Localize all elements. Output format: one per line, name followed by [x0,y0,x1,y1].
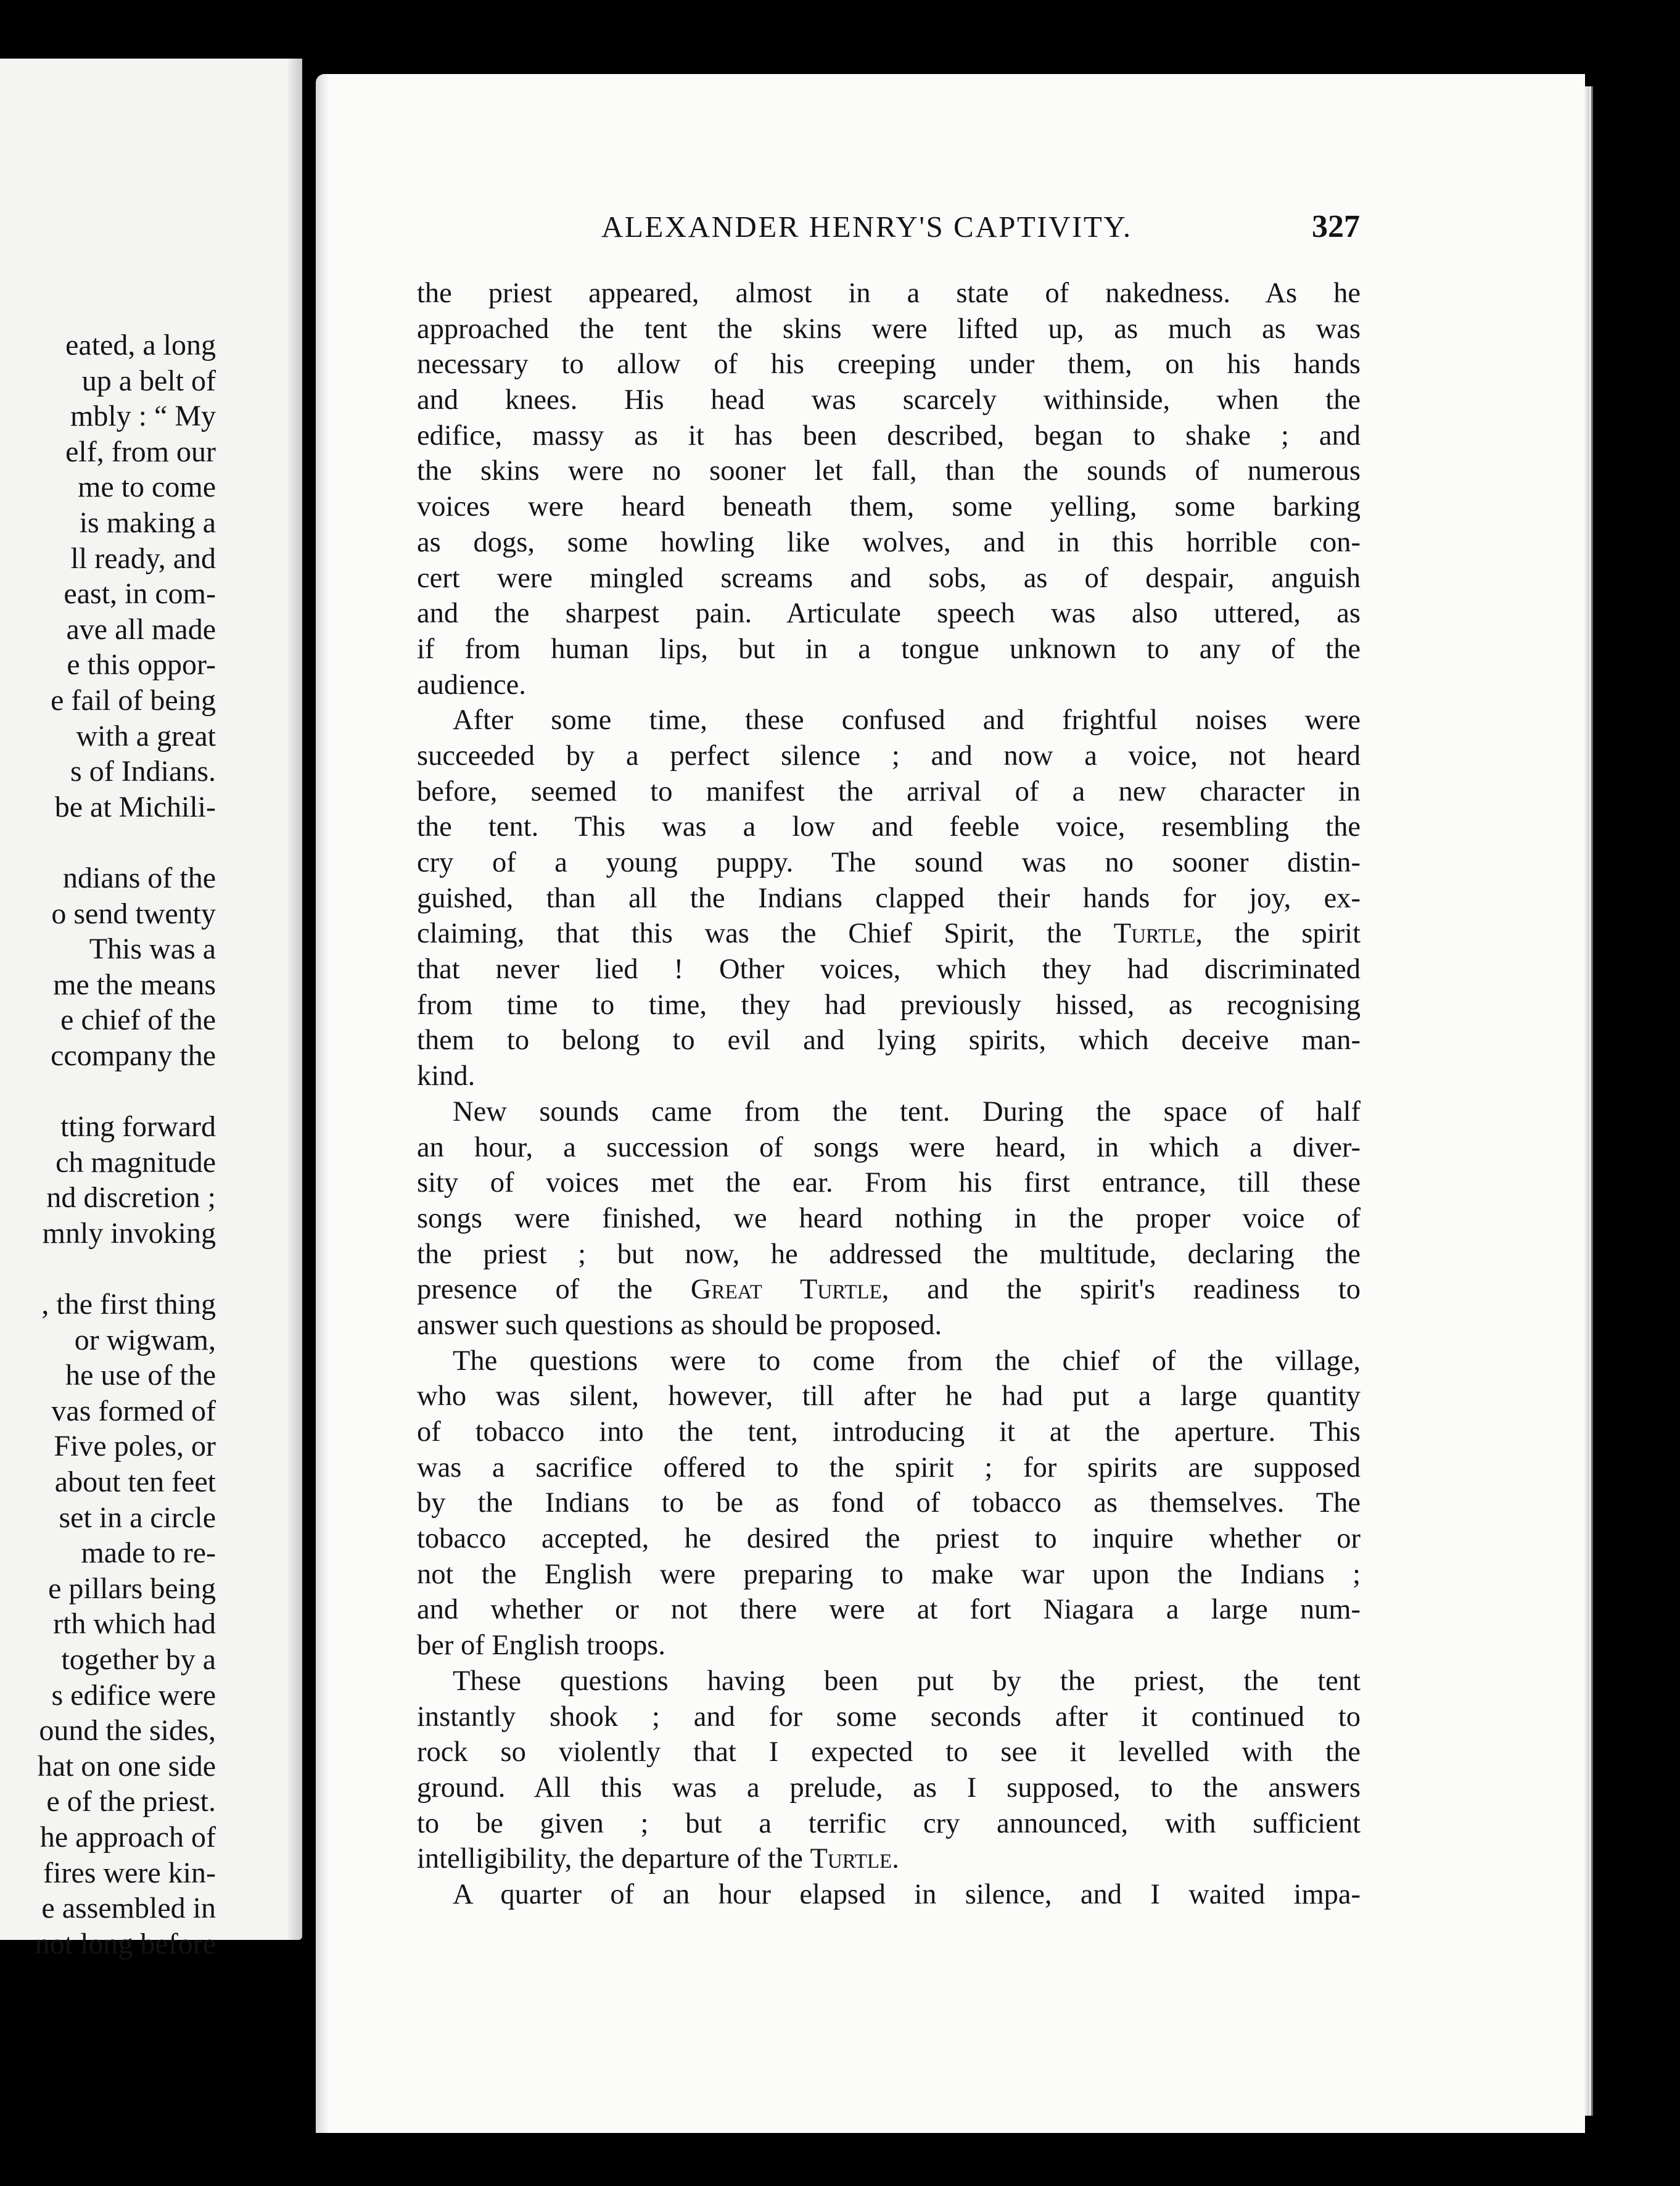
text-line: audience. [417,669,526,701]
body-text [417,276,1361,1913]
facing-page-line: hat on one side [37,1749,216,1783]
text-line: tobacco accepted, he desired the priest to inquire whether or [417,1523,1361,1555]
text-line: instantly shook ; and for some seconds after it continued to [417,1701,1361,1733]
facing-page-line: he approach of [39,1820,216,1854]
facing-page-line: mbly : “ My [70,400,216,433]
text-line: and knees. His head was scarcely withinside, when the [417,384,1361,416]
text-line: as dogs, some howling like wolves, and in this horrible con- [417,526,1361,558]
gutter-shadow [286,59,302,1940]
facing-page-left [0,59,302,1960]
text-line: rock so violently that I expected to see it levelled with the [417,1736,1361,1768]
text-line: The questions were to come from the chief of the village, [453,1345,1361,1377]
text-line: not the English were preparing to make war upon the Indians ; [417,1558,1361,1590]
facing-page-line: together by a [61,1643,216,1676]
page-header [601,202,1360,252]
text-line: A quarter of an hour elapsed in silence, and I waited impa- [453,1878,1361,1910]
facing-page-line: mnly invoking [42,1216,216,1250]
text-line-segment: presence of the [417,1274,653,1306]
facing-page-line: e assembled in [41,1892,216,1925]
text-line: ber of English troops. [417,1630,665,1662]
text-line: that never lied ! Other voices, which they had discriminated [417,954,1361,986]
text-line: the tent. This was a low and feeble voice, resembling the [417,811,1361,843]
small-caps-name: Turtle [1113,918,1196,950]
text-line: the skins were no sooner let fall, than the sounds of numerous [417,455,1361,487]
facing-page-line [0,1073,216,1109]
facing-page-line: eated, a long [65,329,216,361]
facing-page-line: not long before [35,1927,216,1960]
text-line [417,1272,1361,1308]
text-line: approached the tent the skins were lifted up, as much as was [417,313,1361,345]
facing-page-line: me to come [78,471,216,504]
text-line: to be given ; but a terrific cry announced, with sufficient [417,1807,1361,1839]
text-line-segment: . [892,1843,899,1875]
text-line: voices were heard beneath them, some yelling, some barking [417,491,1361,523]
facing-page-line: he use of the [65,1359,216,1392]
small-caps-name: Turtle [810,1843,892,1875]
text-line: the priest appeared, almost in a state of nakedness. As he [417,278,1361,309]
text-line-segment: , and the spirit's readiness to [881,1274,1361,1306]
facing-page-line: elf, from our [65,435,216,468]
facing-page-line [0,1251,216,1287]
facing-page-line: set in a circle [59,1501,216,1534]
text-line: cert were mingled screams and sobs, as of despair, anguish [417,562,1361,594]
facing-page-line: with a great [76,719,216,753]
text-line: before, seemed to manifest the arrival of a new character in [417,775,1361,807]
text-line: songs were finished, we heard nothing in the proper voice of [417,1202,1361,1234]
running-head: ALEXANDER HENRY'S CAPTIVITY. [601,210,1132,244]
facing-page-line: ound the sides, [39,1714,216,1747]
text-line: was a sacrifice offered to the spirit ; for spirits are supposed [417,1451,1361,1483]
facing-page-line: east, in com- [64,577,216,611]
text-line: from time to time, they had previously hissed, as recognising [417,989,1361,1021]
facing-page-line: e this oppor- [67,648,216,682]
facing-page-line: ll ready, and [70,542,216,575]
facing-page-line: e fail of being [51,683,216,717]
text-line: cry of a young puppy. The sound was no sooner distin- [417,847,1361,878]
facing-page-line: is making a [79,506,216,539]
text-line: These questions having been put by the priest, the tent [453,1665,1361,1697]
text-line-segment: claiming, that this was the Chief Spirit, the [417,918,1082,950]
text-line: guished, than all the Indians clapped their hands for joy, ex- [417,882,1361,914]
text-line: ground. All this was a prelude, as I supposed, to the answers [417,1771,1361,1804]
facing-page-line: or wigwam, [74,1323,216,1356]
facing-page-line: s edifice were [51,1678,216,1712]
facing-page-line: e of the priest. [46,1785,216,1818]
text-line: the priest ; but now, he addressed the multitude, declaring the [417,1238,1361,1270]
text-line: if from human lips, but in a tongue unknown to any of the [417,633,1361,665]
facing-page-line: nd discretion ; [46,1181,216,1215]
text-line: sity of voices met the ear. From his first entrance, till these [417,1167,1361,1199]
facing-page-line: about ten feet [54,1466,216,1498]
facing-page-line [0,825,216,860]
small-caps-name: Great Turtle [690,1274,882,1306]
facing-page-line: be at Michili- [54,790,216,823]
facing-page-line: s of Indians. [70,755,216,788]
facing-page-line: o send twenty [51,897,216,930]
facing-page-line: up a belt of [81,364,216,397]
text-line: After some time, these confused and frightful noises were [453,704,1361,736]
text-line: who was silent, however, till after he had put a large quantity [417,1380,1361,1413]
facing-page-line: ave all made [66,612,216,646]
text-line: New sounds came from the tent. During the space of half [453,1095,1361,1128]
page-number: 327 [1312,209,1360,244]
facing-page-line: e pillars being [48,1572,216,1605]
facing-page-line: me the means [53,968,216,1001]
text-line: necessary to allow of his creeping under them, on his hands [417,349,1361,381]
text-line [417,1841,1361,1877]
facing-page-line: Five poles, or [54,1430,216,1463]
facing-page-text [0,328,216,1961]
facing-page-line: ccompany the [51,1039,216,1072]
text-line-segment: intelligibility, the departure of the [417,1843,803,1875]
facing-page-line: ch magnitude [56,1145,216,1179]
text-line [417,916,1361,952]
text-line: kind. [417,1060,476,1092]
facing-page-line: fires were kin- [43,1856,216,1889]
facing-page-line: This was a [89,933,216,966]
text-line: answer such questions as should be proposed. [417,1309,942,1341]
facing-page-line: e chief of the [60,1004,216,1037]
text-line: edifice, massy as it has been described, began to shake ; and [417,419,1361,452]
text-line: and whether or not there were at fort Niagara a large num- [417,1594,1361,1626]
gutter-shadow [316,74,329,2133]
facing-page-line: , the first thing [41,1288,216,1321]
facing-page-line: made to re- [81,1536,216,1570]
text-line: by the Indians to be as fond of tobacco as themselves. The [417,1487,1361,1519]
text-line: them to belong to evil and lying spirits, which deceive man- [417,1025,1361,1057]
text-line: and the sharpest pain. Articulate speech was also uttered, as [417,598,1361,630]
text-line-segment: , the spirit [1195,918,1361,950]
facing-page-line: tting forward [60,1110,216,1144]
text-line: succeeded by a perfect silence ; and now a voice, not heard [417,740,1361,772]
facing-page-line: vas formed of [51,1394,216,1427]
facing-page-line: rth which had [53,1607,216,1641]
text-line: an hour, a succession of songs were heard, in which a diver- [417,1131,1361,1163]
text-line: of tobacco into the tent, introducing it at the aperture. This [417,1416,1361,1448]
facing-page-line: ndians of the [63,861,216,894]
